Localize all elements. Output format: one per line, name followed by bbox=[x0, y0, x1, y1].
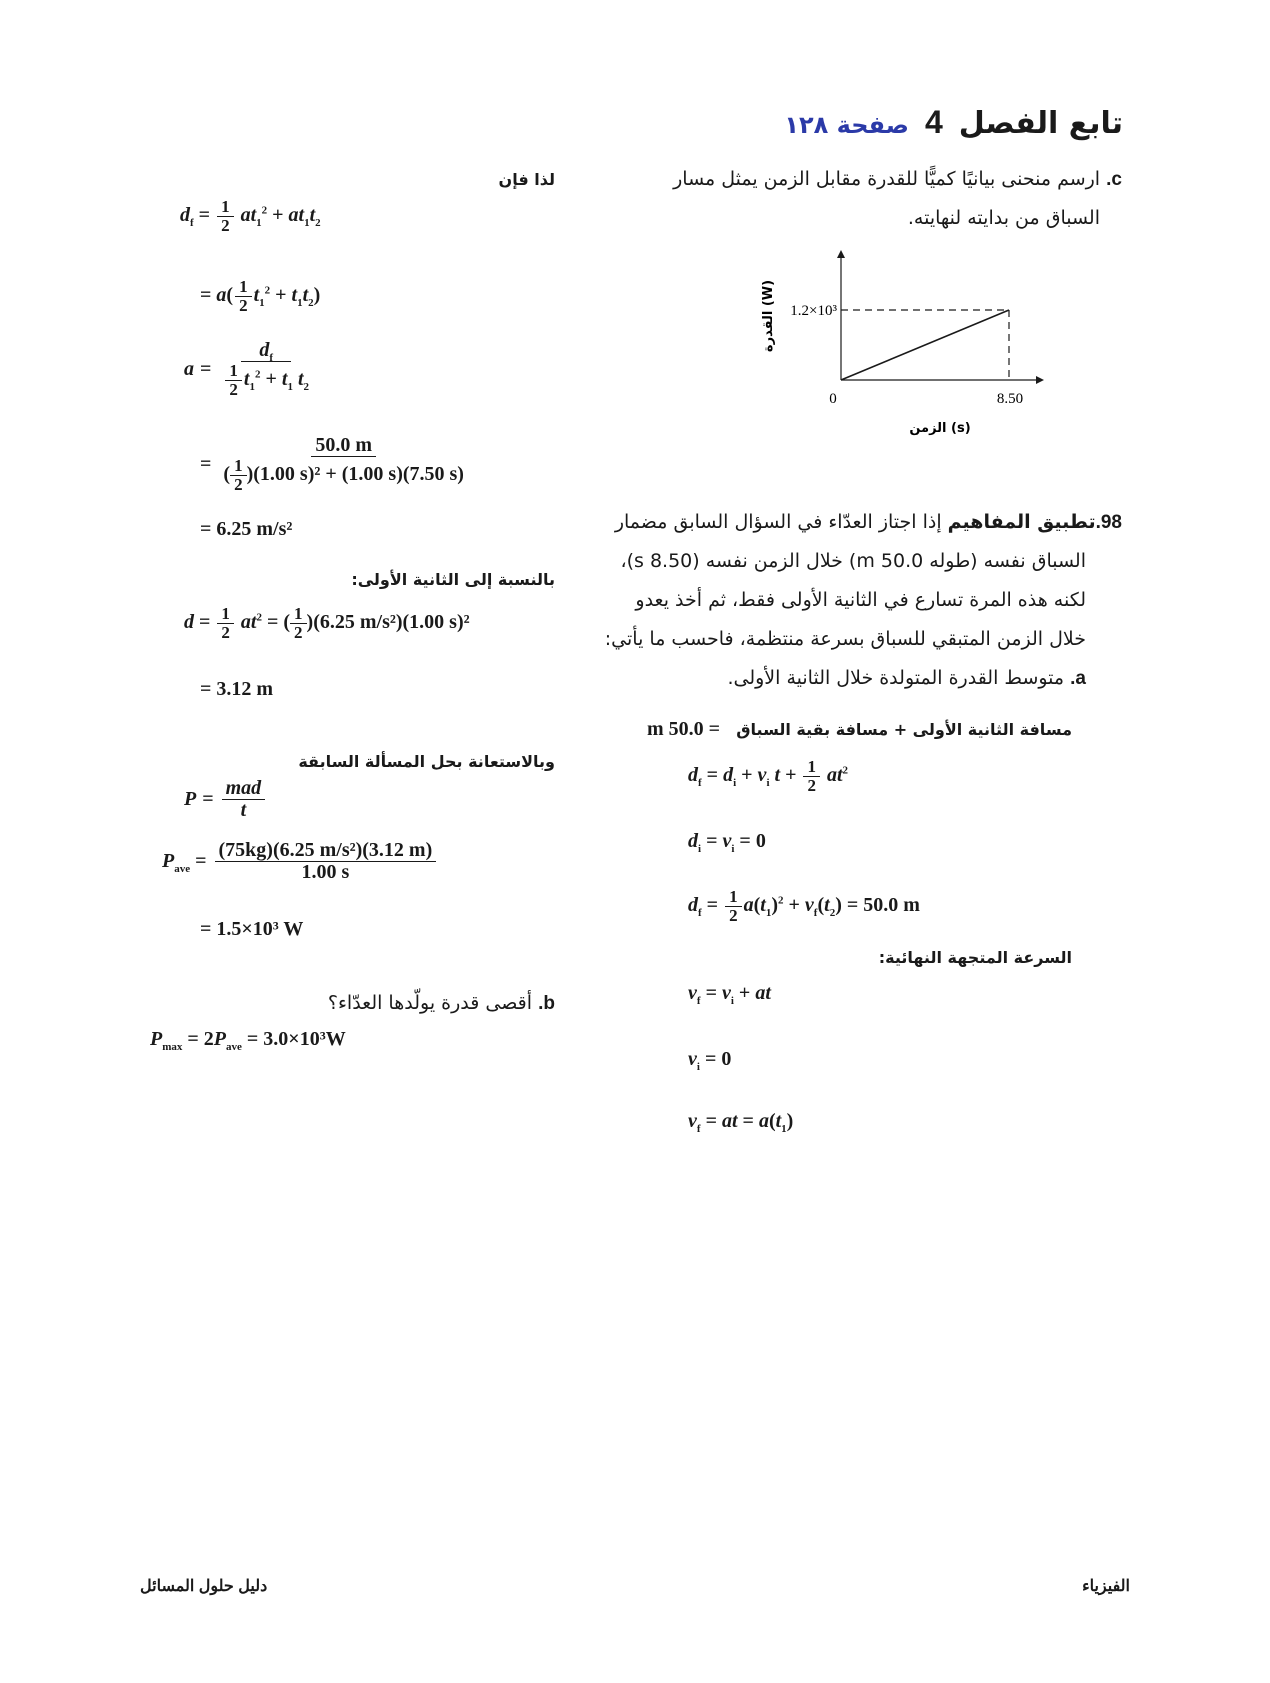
eq-a-denominator: (1.00 s)² + (1.00 s)(7.50 s) bbox=[253, 462, 464, 485]
distance-sum-line bbox=[647, 718, 720, 741]
eq-vi-zero-val: = 0 bbox=[704, 1048, 732, 1070]
eq-p-ave-den: 1.00 s bbox=[301, 861, 350, 883]
eq-df-expanded: $d_f$ = $\frac{1}{2}$ $at_1^2 + at_1t_2$ bbox=[180, 197, 321, 235]
question-b-label: b. bbox=[538, 993, 555, 1014]
eq-d-result: = 3.12 m bbox=[200, 678, 274, 700]
question-b-text: أقصى قدرة يولّدها العدّاء؟ bbox=[327, 992, 533, 1014]
eq-d-rhs: (6.25 m/s²)(1.00 s)² bbox=[313, 610, 470, 633]
page-header bbox=[784, 104, 1123, 141]
question-98 bbox=[605, 503, 1122, 698]
eq-p-max-result: = 3.0×10³W bbox=[246, 1028, 346, 1050]
question-c-label: c. bbox=[1106, 169, 1122, 190]
eq-vf-general: $v_f = v_i$ + at bbox=[688, 982, 771, 1007]
distance-heading: مسافة الثانية الأولى + مسافة بقية السباق bbox=[736, 720, 1072, 739]
y-axis-arrow bbox=[837, 250, 845, 258]
eq-df-general: $d_f = d_i + v_i$ t + $\frac{1}{2}$ $at^2$ bbox=[688, 757, 849, 795]
question-98-line2: السباق نفسه (طوله 50.0 m) خلال الزمن نفسه (8.50 s)، bbox=[620, 550, 1086, 572]
question-98-title: تطبيق المفاهيم bbox=[947, 511, 1096, 533]
eq-a-numerator: 50.0 m bbox=[315, 434, 373, 456]
question-a-label: a. bbox=[1070, 668, 1086, 689]
power-line bbox=[841, 310, 1009, 380]
question-98-line3: لكنه هذه المرة تسارع في الثانية الأولى فقط، ثم أخذ يعدو bbox=[635, 589, 1086, 611]
eq-d-first-second: d = $\frac{1}{2}$ $at^2$ = ( $\frac{1}{2}$ )(6.25 m/s²)(1.00 s)² bbox=[184, 604, 470, 642]
question-98-line1: إذا اجتاز العدّاء في السؤال السابق مضمار bbox=[614, 511, 942, 533]
question-b bbox=[328, 992, 555, 1015]
x-axis-label: الزمن (s) bbox=[909, 421, 971, 436]
eq-p-ave: $P_{ave}$ = $\frac{\text{(75kg)(6.25 m/s²)(3.12 m)}}{1.00 s}$ bbox=[162, 840, 438, 883]
question-c-line1: ارسم منحنى بيانيًا كميًّا للقدرة مقابل الزمن يمثل مسار bbox=[673, 168, 1101, 190]
chapter-title: تابع الفصل bbox=[958, 106, 1123, 141]
question-c bbox=[673, 160, 1122, 238]
power-time-graph bbox=[740, 248, 1060, 448]
using-previous-heading: وبالاستعانة بحل المسألة السابقة bbox=[298, 752, 555, 771]
footer-right: الفيزياء bbox=[1082, 1578, 1130, 1595]
y-tick-label: 1.2×10³ bbox=[790, 303, 837, 319]
distance-value: = 50.0 m bbox=[647, 718, 721, 740]
eq-p-max: $P_{max} = 2P_{ave} = 3.0\times 10^3W$ bbox=[150, 1028, 346, 1053]
question-98-line4: خلال الزمن المتبقي للسباق بسرعة منتظمة، فاحسب ما يأتي: bbox=[604, 628, 1086, 650]
x-axis-arrow bbox=[1036, 376, 1044, 384]
eq-a-result: = 6.25 m/s² bbox=[200, 518, 293, 540]
eq-di-vi-zero: = 0 bbox=[739, 830, 766, 852]
eq-di-vi: $d_i = v_i = 0$ bbox=[688, 830, 766, 855]
question-c-line2: السباق من بدايته لنهايته. bbox=[907, 207, 1100, 229]
footer-left: دليل حلول المسائل bbox=[140, 1578, 268, 1595]
therefore-heading: لذا فإن bbox=[498, 170, 555, 189]
x-tick-label: 8.50 bbox=[996, 391, 1024, 407]
eq-p-ave-num: (75kg)(6.25 m/s²)(3.12 m) bbox=[215, 840, 437, 862]
eq-p-ave-result: = 1.5×10³ W bbox=[200, 918, 304, 940]
eq-vf-at: $v_f$ = at = $a(t_1)$ bbox=[688, 1110, 794, 1135]
eq-vi-zero: $v_i = 0$ bbox=[688, 1048, 732, 1073]
eq-a-numeric: = 50.0 m ( $\frac{1}{2}$ )(1.00 s)² + (1.00 s)(7.50 s) bbox=[200, 434, 464, 494]
question-a-text: متوسط القدرة المتولدة خلال الثانية الأولى. bbox=[727, 667, 1065, 689]
page-label: صفحة ١٢٨ bbox=[784, 111, 909, 139]
y-axis-label: القدرة (W) bbox=[761, 279, 776, 353]
eq-a-fraction: a = $d_f$ $\frac{1}{2}$ $t_1^2 + t_1$ $t_2$ bbox=[184, 339, 309, 399]
first-second-heading: بالنسبة إلى الثانية الأولى: bbox=[351, 570, 555, 589]
final-velocity-heading: السرعة المتجهة النهائية: bbox=[878, 948, 1072, 967]
eq-df-specific-val: = 50.0 m bbox=[846, 893, 920, 916]
question-98-number: 98. bbox=[1095, 512, 1122, 533]
eq-df-factored: = a( $\frac{1}{2}$ $t_1^2 + t_1t_2$) bbox=[200, 277, 321, 315]
eq-df-specific: $d_f$ = $\frac{1}{2}$ $a(t_1)^2 + v_f(t_2) = 50.0$ m bbox=[688, 887, 920, 925]
origin-label: 0 bbox=[829, 391, 837, 407]
chapter-number: 4 bbox=[924, 104, 943, 140]
eq-p-mad: P = $\frac{\text{mad}}{t}$ bbox=[184, 778, 267, 821]
